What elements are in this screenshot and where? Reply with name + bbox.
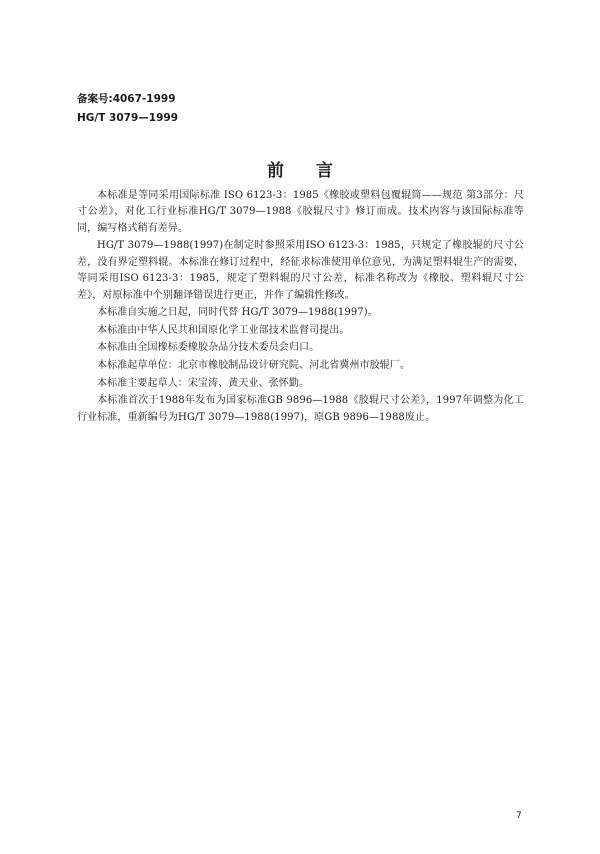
paragraph-drafters: 本标准主要起草人：宋宝涛、黄天业、张怀勤。: [97, 377, 310, 389]
standard-code: HG/T 3079—1999: [77, 112, 179, 124]
page-title: 前言: [267, 161, 365, 181]
document-header: [77, 90, 178, 128]
page-number: 7: [516, 811, 522, 821]
foreword-body: [77, 188, 524, 427]
filing-number: 备案号:4067-1999: [77, 93, 176, 105]
paragraph-committee: 本标准由全国橡标委橡胶杂品分技术委员会归口。: [97, 342, 320, 354]
paragraph-replacement: 本标准自实施之日起，同时代替 HG/T 3079—1988(1997)。: [97, 307, 378, 319]
paragraph-first-issue: 本标准首次于1988年发布为国家标准GB 9896—1988《胶辊尺寸公差》，1997年调整为化工行业标准，重新编号为HG/T 3079—1988(1997)，原GB 9896—1988废止。: [77, 395, 524, 423]
paragraph-adoption: 本标准是等同采用国际标准 ISO 6123-3：1985《橡胶或塑料包覆辊筒——规范 第3部分：尺寸公差》，对化工行业标准HG/T 3079—1988《胶辊尺寸》修订而成。技术内容与该国际标准等同，编写格式稍有差异。: [77, 190, 524, 234]
paragraph-revision-history: HG/T 3079—1988(1997)在制定时参照采用ISO 6123-3：1985，只规定了橡胶辊的尺寸公差，没有界定塑料辊。本标准在修订过程中，经征求标准使用单位意见，为满足塑料辊生产的需要，等同采用ISO 6123-3：1985，规定了塑料辊的尺寸公差，标准名称改为《橡胶、塑料辊尺寸公差》，对原标准中个别翻译错误进行更正，并作了编辑性修改。: [77, 240, 524, 301]
paragraph-drafting-units: 本标准起草单位：北京市橡胶制品设计研究院、河北省冀州市胶辊厂。: [97, 360, 411, 371]
paragraph-proposer: 本标准由中华人民共和国原化学工业部技术监督司提出。: [97, 324, 350, 336]
